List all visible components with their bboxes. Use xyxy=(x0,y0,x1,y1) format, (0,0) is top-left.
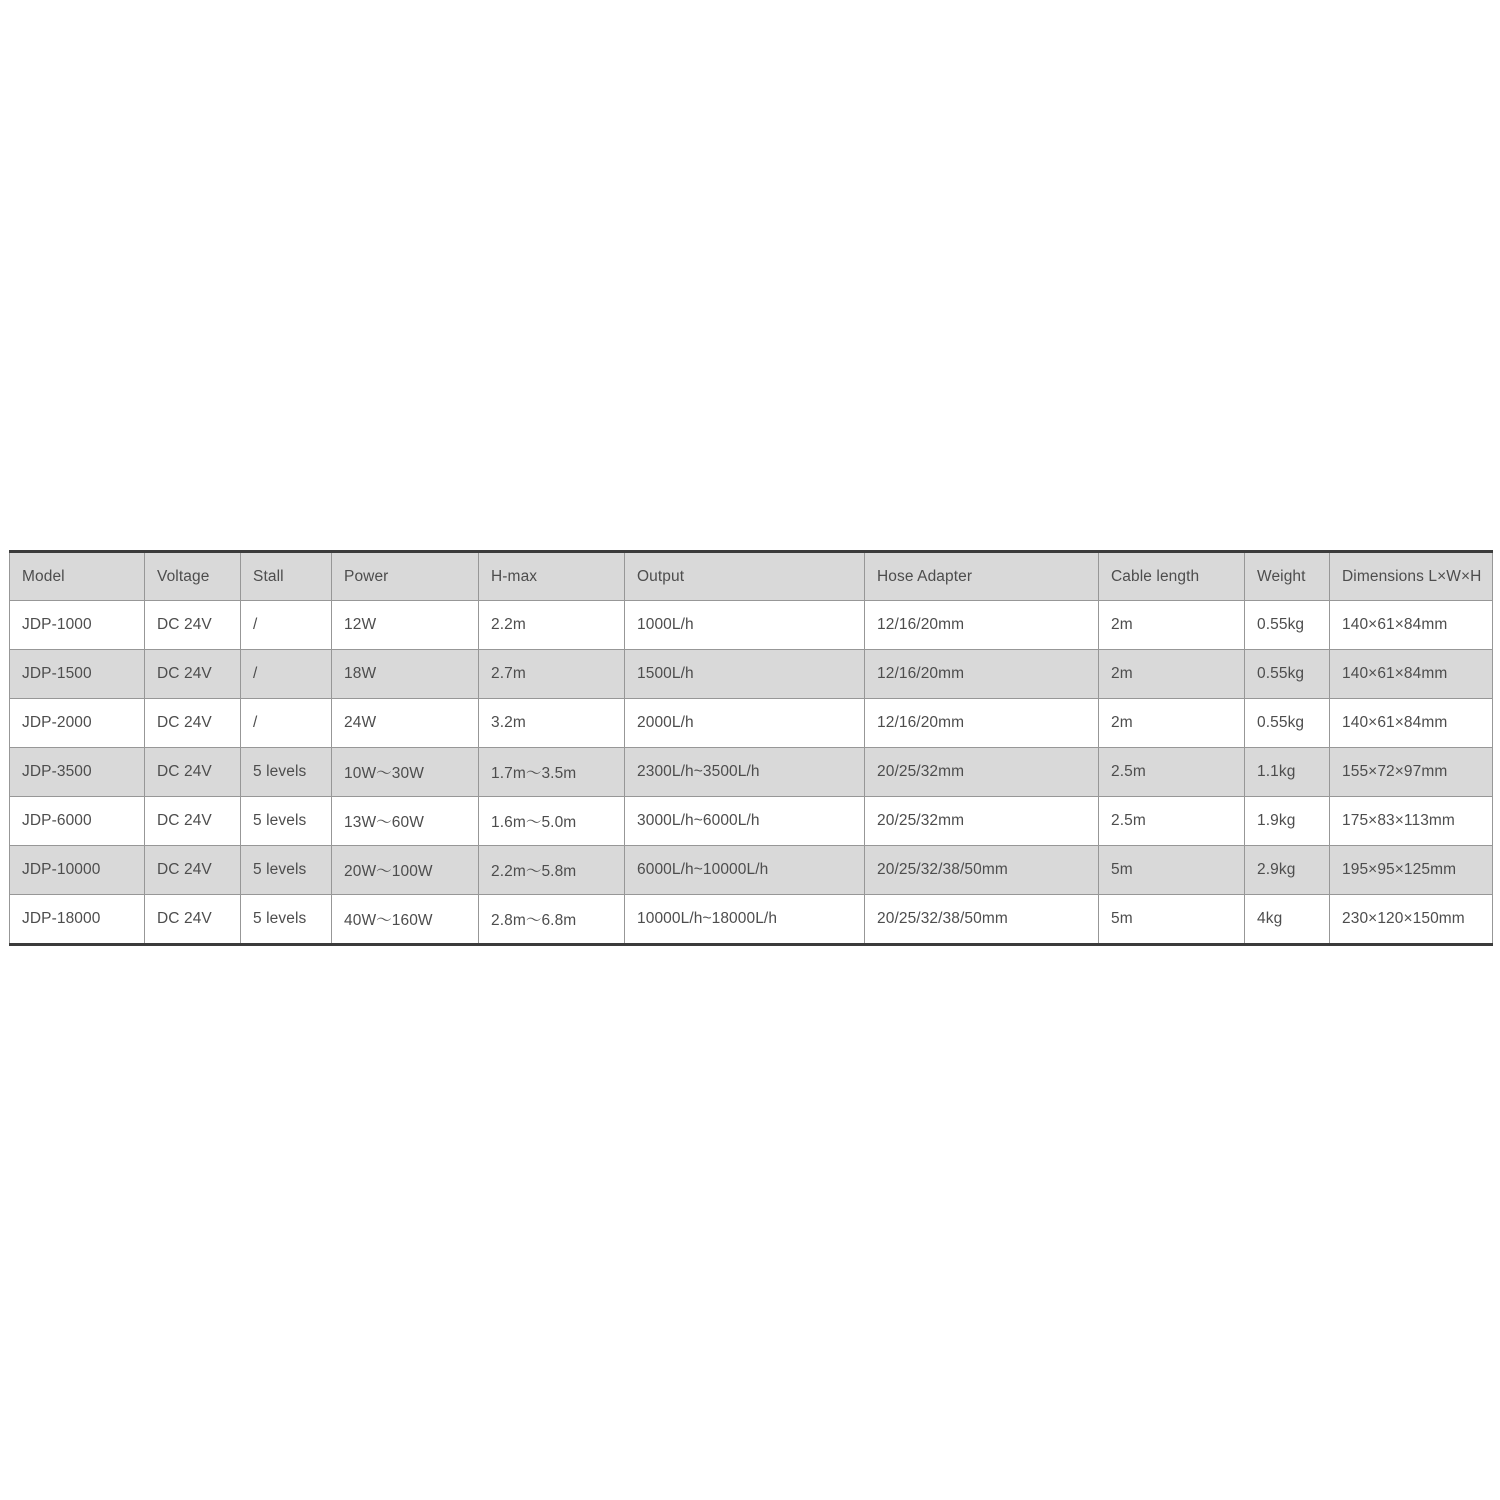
header-row xyxy=(10,552,1493,601)
table-cell: 175×83×113mm xyxy=(1330,797,1493,846)
table-cell: 10000L/h~18000L/h xyxy=(625,895,865,945)
table-cell: 12/16/20mm xyxy=(865,650,1099,699)
table-cell: 1.1kg xyxy=(1245,748,1330,797)
table-cell: 5 levels xyxy=(241,797,332,846)
table-cell: DC 24V xyxy=(145,748,241,797)
table-cell: 2.7m xyxy=(479,650,625,699)
table-row xyxy=(10,748,1493,797)
table-cell: 12W xyxy=(332,601,479,650)
table-cell: / xyxy=(241,650,332,699)
table-cell: 2.8m～6.8m xyxy=(479,895,625,945)
column-header: Power xyxy=(332,552,479,601)
column-header: Output xyxy=(625,552,865,601)
table-cell: JDP-18000 xyxy=(10,895,145,945)
table-cell: 40W～160W xyxy=(332,895,479,945)
column-header: Dimensions L×W×H xyxy=(1330,552,1493,601)
column-header: H-max xyxy=(479,552,625,601)
table-cell: 0.55kg xyxy=(1245,601,1330,650)
table-header xyxy=(10,552,1493,601)
column-header: Stall xyxy=(241,552,332,601)
table-cell: / xyxy=(241,699,332,748)
table-cell: 1.9kg xyxy=(1245,797,1330,846)
table-cell: 12/16/20mm xyxy=(865,601,1099,650)
table-cell: 20/25/32mm xyxy=(865,797,1099,846)
table-cell: 18W xyxy=(332,650,479,699)
table-cell: 155×72×97mm xyxy=(1330,748,1493,797)
table-cell: 140×61×84mm xyxy=(1330,699,1493,748)
table-cell: 6000L/h~10000L/h xyxy=(625,846,865,895)
table-cell: 1.6m～5.0m xyxy=(479,797,625,846)
table-cell: 230×120×150mm xyxy=(1330,895,1493,945)
table-cell: 2300L/h~3500L/h xyxy=(625,748,865,797)
table-row xyxy=(10,846,1493,895)
column-header: Weight xyxy=(1245,552,1330,601)
table-cell: 1.7m～3.5m xyxy=(479,748,625,797)
table-body xyxy=(10,601,1493,945)
table-row xyxy=(10,797,1493,846)
table-cell: JDP-3500 xyxy=(10,748,145,797)
table-cell: 12/16/20mm xyxy=(865,699,1099,748)
table-cell: 1000L/h xyxy=(625,601,865,650)
table-cell: 2000L/h xyxy=(625,699,865,748)
table-cell: 3000L/h~6000L/h xyxy=(625,797,865,846)
table-cell: 140×61×84mm xyxy=(1330,601,1493,650)
table-row xyxy=(10,601,1493,650)
table-cell: 24W xyxy=(332,699,479,748)
table-cell: 2.5m xyxy=(1099,748,1245,797)
table-cell: DC 24V xyxy=(145,650,241,699)
table-cell: JDP-2000 xyxy=(10,699,145,748)
table-cell: DC 24V xyxy=(145,797,241,846)
column-header: Hose Adapter xyxy=(865,552,1099,601)
table-cell: 20W～100W xyxy=(332,846,479,895)
table-cell: / xyxy=(241,601,332,650)
table-cell: 2m xyxy=(1099,699,1245,748)
table-cell: DC 24V xyxy=(145,895,241,945)
table-cell: 4kg xyxy=(1245,895,1330,945)
table-cell: 3.2m xyxy=(479,699,625,748)
table-cell: 2.5m xyxy=(1099,797,1245,846)
table-cell: 140×61×84mm xyxy=(1330,650,1493,699)
table-cell: DC 24V xyxy=(145,699,241,748)
column-header: Voltage xyxy=(145,552,241,601)
table-cell: 2.9kg xyxy=(1245,846,1330,895)
table-cell: DC 24V xyxy=(145,846,241,895)
table-cell: 2.2m～5.8m xyxy=(479,846,625,895)
table-cell: JDP-10000 xyxy=(10,846,145,895)
table-cell: 10W～30W xyxy=(332,748,479,797)
table-cell: 5 levels xyxy=(241,895,332,945)
table-cell: 20/25/32/38/50mm xyxy=(865,846,1099,895)
table-cell: 5m xyxy=(1099,895,1245,945)
table-cell: 2.2m xyxy=(479,601,625,650)
table-cell: JDP-1500 xyxy=(10,650,145,699)
pump-spec-table xyxy=(9,550,1493,946)
table-cell: JDP-6000 xyxy=(10,797,145,846)
table-cell: DC 24V xyxy=(145,601,241,650)
table-cell: 2m xyxy=(1099,601,1245,650)
table-cell: 20/25/32mm xyxy=(865,748,1099,797)
spec-table-container xyxy=(9,550,1492,946)
table-cell: 5 levels xyxy=(241,748,332,797)
table-cell: 5 levels xyxy=(241,846,332,895)
table-row xyxy=(10,650,1493,699)
table-cell: 1500L/h xyxy=(625,650,865,699)
table-cell: 20/25/32/38/50mm xyxy=(865,895,1099,945)
table-cell: 0.55kg xyxy=(1245,699,1330,748)
table-cell: JDP-1000 xyxy=(10,601,145,650)
column-header: Cable length xyxy=(1099,552,1245,601)
table-row xyxy=(10,699,1493,748)
column-header: Model xyxy=(10,552,145,601)
table-cell: 195×95×125mm xyxy=(1330,846,1493,895)
table-cell: 13W～60W xyxy=(332,797,479,846)
table-cell: 2m xyxy=(1099,650,1245,699)
table-row xyxy=(10,895,1493,945)
table-cell: 5m xyxy=(1099,846,1245,895)
table-cell: 0.55kg xyxy=(1245,650,1330,699)
